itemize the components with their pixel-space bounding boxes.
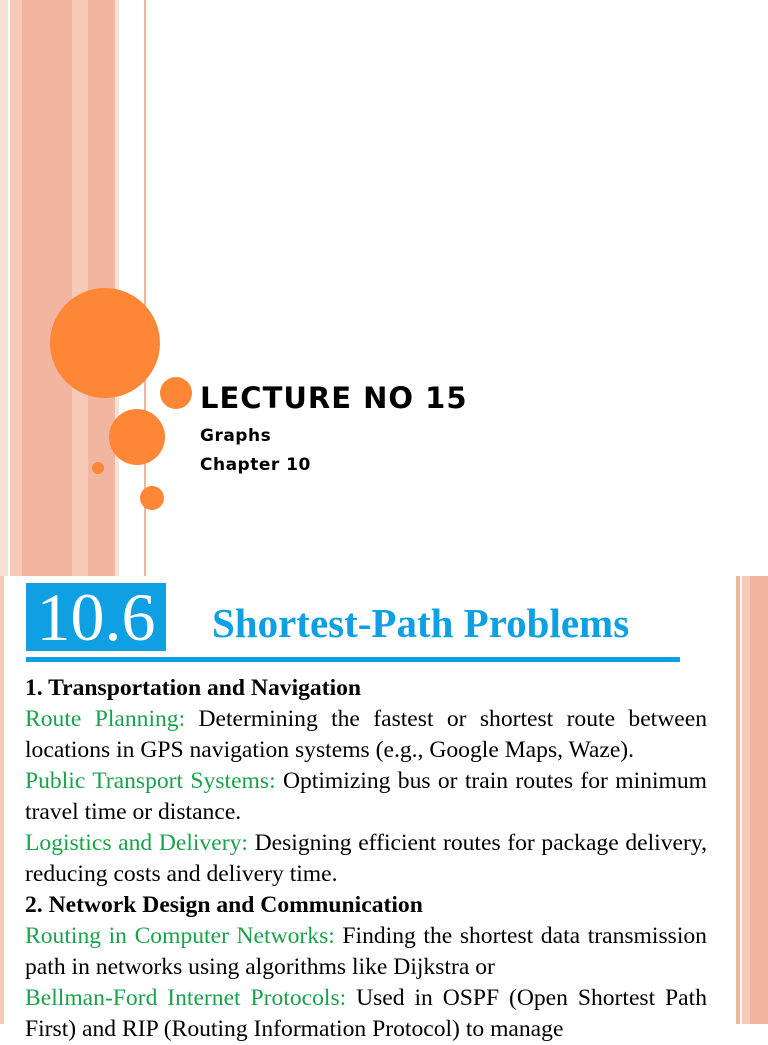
- decor-stripe: [0, 0, 8, 576]
- decor-circle: [50, 288, 160, 398]
- section-number-box: 10.6: [26, 583, 166, 651]
- lecture-subtitle: Graphs: [200, 426, 272, 446]
- decor-stripe: [115, 0, 119, 576]
- list-item: [25, 983, 707, 1045]
- decor-stripe: [22, 0, 72, 576]
- item-text: Optimizing bus or train routes for minimum travel time or distance.: [25, 768, 708, 825]
- item-text: Determining the fastest or shortest route between locations in GPS navigation systems (e.g., Google Maps, Waze).: [25, 706, 707, 763]
- item-text: Used in OSPF (Open Shortest Path First) and RIP (Routing Information Protocol) to manage: [25, 985, 708, 1042]
- item-text: Finding the shortest data transmission path in networks using algorithms like Dijkstra or: [25, 923, 707, 980]
- decor-stripe: [736, 576, 740, 1024]
- decor-circle: [160, 377, 192, 409]
- decor-circle: [109, 409, 165, 465]
- item-text: Designing efficient routes for package delivery, reducing costs and delivery time.: [25, 830, 707, 887]
- decor-circle: [140, 486, 164, 510]
- item-label: Logistics and Delivery:: [25, 830, 248, 856]
- list-item: [25, 704, 707, 766]
- list-item: [25, 921, 707, 983]
- list-item: [25, 766, 707, 828]
- heading-transportation: 1. Transportation and Navigation: [25, 675, 362, 701]
- item-label: Bellman-Ford Internet Protocols:: [25, 985, 347, 1011]
- heading-network: 2. Network Design and Communication: [25, 892, 423, 918]
- decor-stripe: [10, 0, 22, 576]
- item-label: Public Transport Systems:: [25, 768, 276, 794]
- section-divider: [26, 657, 680, 662]
- lecture-title: LECTURE NO 15: [200, 381, 468, 415]
- list-item: [25, 828, 707, 890]
- decor-stripe: [750, 576, 768, 1024]
- content-slide: [0, 576, 768, 1042]
- decor-circle: [92, 462, 104, 474]
- decor-stripe: [72, 0, 88, 576]
- lecture-chapter: Chapter 10: [200, 455, 311, 475]
- section-title: Shortest-Path Problems: [212, 600, 630, 646]
- item-label: Routing in Computer Networks:: [25, 923, 335, 949]
- decor-stripe: [742, 576, 750, 1024]
- item-label: Route Planning:: [25, 706, 186, 732]
- decor-stripe: [0, 576, 4, 1024]
- slide-body: [25, 673, 707, 1045]
